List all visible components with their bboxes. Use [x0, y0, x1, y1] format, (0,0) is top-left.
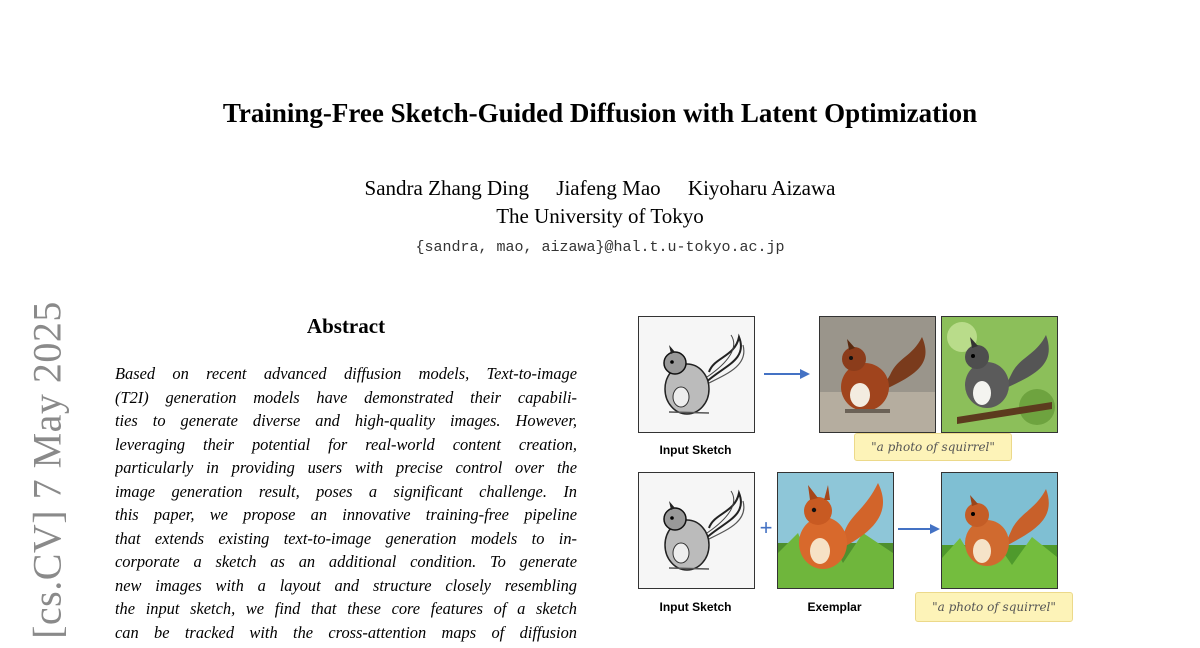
abstract-line: the input sketch, we find that these core features of a sketch [115, 599, 577, 618]
arrow-icon [896, 522, 942, 536]
abstract-line: new images with a layout and structure closely resembling [115, 575, 577, 595]
teaser-figure [620, 305, 1090, 625]
author-1: Sandra Zhang Ding [364, 176, 530, 200]
exemplar-label: Exemplar [807, 600, 862, 614]
input-sketch-image-2 [638, 472, 755, 589]
arrow-icon [762, 367, 812, 381]
generated-image-3 [941, 472, 1058, 589]
abstract-body [115, 362, 577, 648]
arxiv-stamp-text: [cs.CV] 7 May 2025 [24, 301, 70, 639]
generated-image-2 [941, 316, 1058, 433]
abstract-heading: Abstract [306, 314, 386, 338]
plus-sign: + [759, 515, 773, 540]
abstract-line: leveraging their potential for real-world content creation, [115, 434, 577, 454]
abstract-line: ties to generate diverse and high-quality images. However, [115, 411, 577, 430]
affiliation: The University of Tokyo [496, 204, 704, 228]
author-2: Jiafeng Mao [556, 176, 661, 200]
text-prompt-2: "a photo of squirrel" [915, 592, 1073, 622]
input-sketch-image [638, 316, 755, 433]
abstract-line: corporate a sketch as an additional condition. To generate [115, 552, 577, 571]
abstract-line: Based on recent advanced diffusion models, Text-to-image [115, 364, 577, 383]
author-emails: {sandra, mao, aizawa}@hal.t.u-tokyo.ac.jp [415, 239, 785, 256]
abstract-line: this paper, we propose an innovative training-free pipeline [115, 505, 577, 524]
input-sketch-label: Input Sketch [659, 443, 732, 457]
paper-title: Training-Free Sketch-Guided Diffusion with Latent Optimization [222, 98, 978, 128]
arxiv-stamp [22, 301, 72, 639]
exemplar-image [777, 472, 894, 589]
text-prompt-1: "a photo of squirrel" [854, 433, 1012, 461]
generated-image-1 [819, 316, 936, 433]
abstract-line: (T2I) generation models have demonstrated their capabili- [115, 387, 577, 407]
abstract-line: image generation result, poses a significant challenge. In [115, 481, 577, 501]
abstract-line: that extends existing text-to-image generation models to in- [115, 528, 577, 548]
author-list [0, 176, 1200, 201]
abstract-line: can be tracked with the cross-attention maps of diffusion [115, 622, 577, 642]
input-sketch-label-2: Input Sketch [659, 600, 732, 614]
abstract-line: particularly in providing users with precise control over the [115, 458, 577, 477]
author-3: Kiyoharu Aizawa [687, 176, 836, 200]
